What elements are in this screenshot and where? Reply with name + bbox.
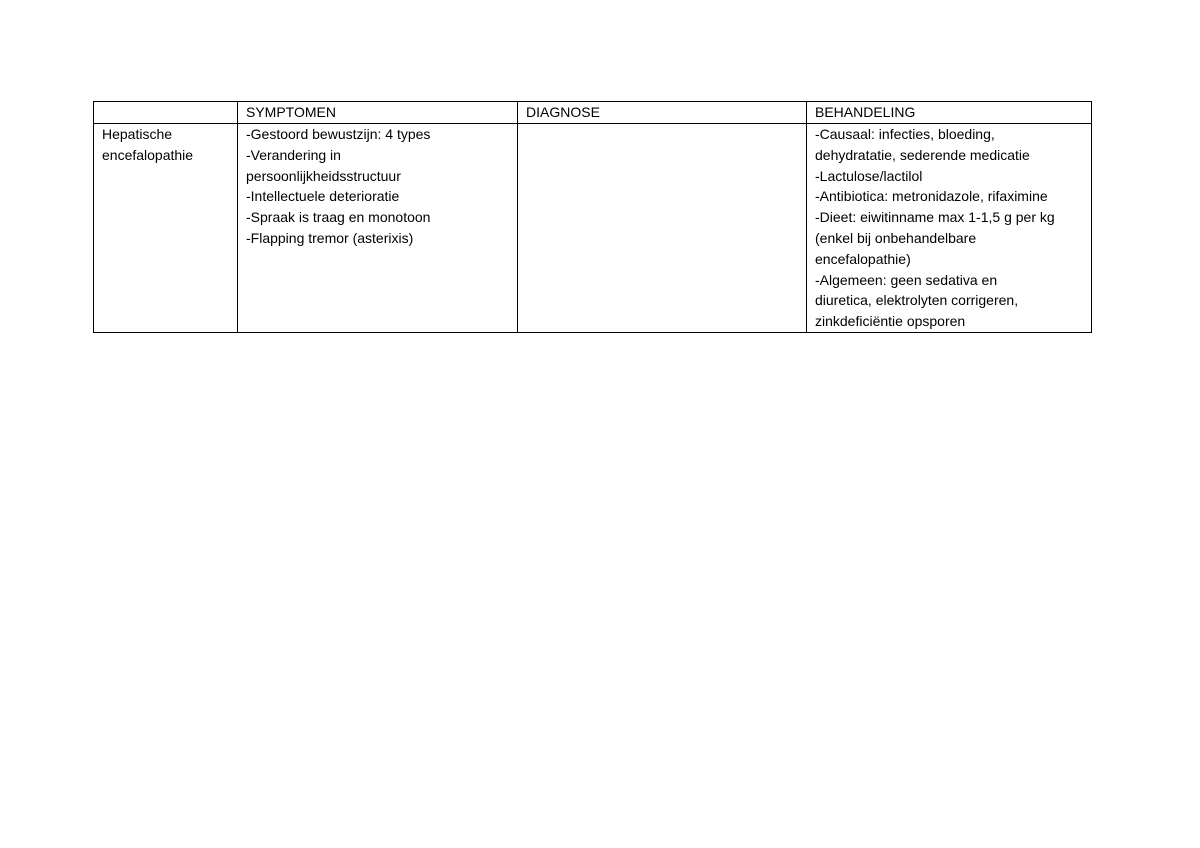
condition-line: Hepatische bbox=[102, 126, 173, 142]
treatment-line: -Causaal: infecties, bloeding, bbox=[815, 126, 995, 142]
treatment-line: (enkel bij onbehandelbare bbox=[815, 229, 977, 246]
symptom-line: persoonlijkheidsstructuur bbox=[246, 167, 401, 184]
treatment-line: diuretica, elektrolyten corrigeren, bbox=[815, 292, 1019, 309]
condition-line: encefalopathie bbox=[102, 146, 194, 163]
treatment-cell bbox=[807, 124, 1092, 333]
treatment-line: -Lactulose/lactilol bbox=[815, 167, 923, 184]
symptom-line: -Flapping tremor (asterixis) bbox=[246, 229, 414, 246]
table-header-row bbox=[94, 102, 1092, 124]
header-cell-behandeling: BEHANDELING bbox=[807, 102, 1092, 124]
treatment-line: dehydratatie, sederende medicatie bbox=[815, 146, 1030, 163]
header-cell-diagnose: DIAGNOSE bbox=[518, 102, 807, 124]
table-row bbox=[94, 124, 1092, 333]
diagnosis-cell bbox=[518, 124, 807, 333]
treatment-line: encefalopathie) bbox=[815, 250, 911, 267]
symptoms-cell bbox=[238, 124, 518, 333]
header-cell-empty bbox=[94, 102, 238, 124]
treatment-line: -Algemeen: geen sedativa en bbox=[815, 271, 998, 288]
header-cell-symptomen: SYMPTOMEN bbox=[238, 102, 518, 124]
medical-table bbox=[93, 101, 1092, 333]
treatment-line: -Antibiotica: metronidazole, rifaximine bbox=[815, 188, 1048, 205]
symptom-line: -Intellectuele deterioratie bbox=[246, 188, 400, 205]
symptom-line: -Gestoord bewustzijn: 4 types bbox=[246, 126, 431, 142]
treatment-line: zinkdeficiëntie opsporen bbox=[815, 313, 966, 330]
condition-cell bbox=[94, 124, 238, 333]
symptom-line: -Spraak is traag en monotoon bbox=[246, 209, 431, 226]
treatment-line: -Dieet: eiwitinname max 1-1,5 g per kg bbox=[815, 209, 1055, 226]
symptom-line: -Verandering in bbox=[246, 146, 341, 163]
